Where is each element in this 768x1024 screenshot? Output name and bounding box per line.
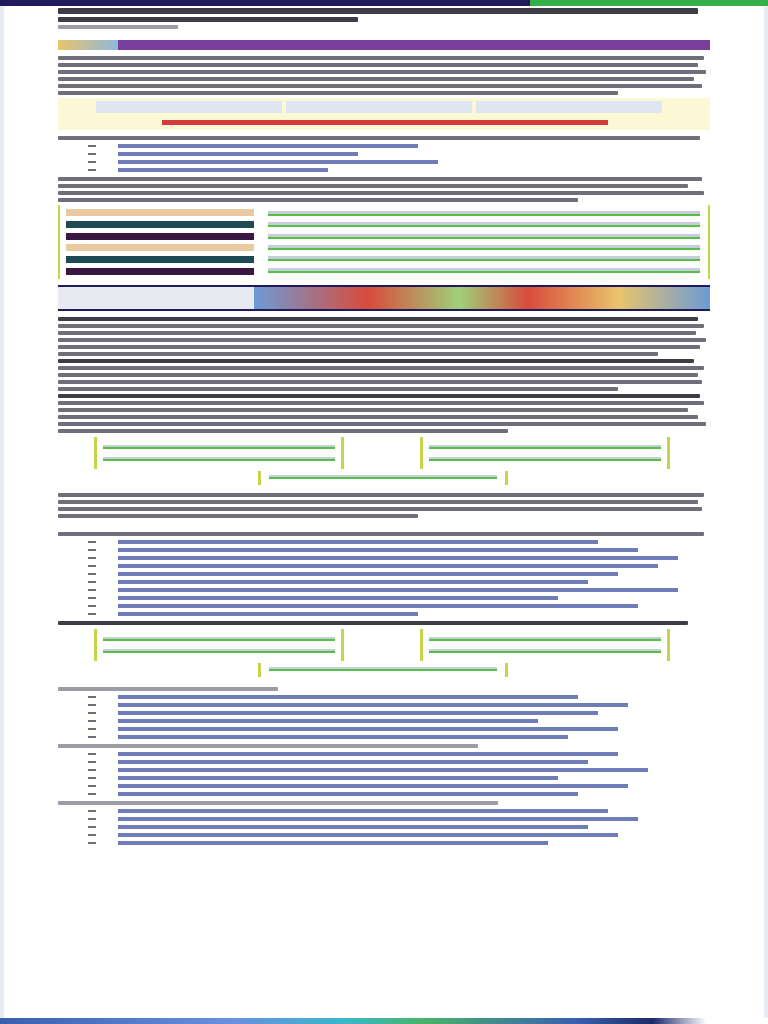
list-item[interactable]: [88, 783, 710, 788]
list-item[interactable]: [88, 840, 710, 845]
list-bullet-icon: [88, 842, 96, 844]
related-link[interactable]: [258, 471, 508, 485]
list-item-link[interactable]: [118, 152, 358, 156]
list-item-link[interactable]: [118, 604, 638, 608]
bullet-list: [88, 751, 710, 796]
image-filmstrip: [58, 285, 710, 311]
thumbnail[interactable]: [66, 244, 254, 251]
related-link[interactable]: [420, 629, 670, 661]
left-frame-edge: [0, 6, 4, 1018]
list-item-link[interactable]: [118, 817, 638, 821]
illustration-image: [254, 287, 710, 309]
list-item-link[interactable]: [118, 580, 588, 584]
section-paragraph: [58, 621, 710, 625]
list-item[interactable]: [88, 702, 710, 707]
list-bullet-icon: [88, 720, 96, 722]
list-item[interactable]: [88, 603, 710, 608]
bullet-list: [88, 539, 710, 616]
top-bar-badge[interactable]: [530, 0, 768, 6]
list-bullet-icon: [88, 169, 96, 171]
list-bullet-icon: [88, 712, 96, 714]
thumbnail[interactable]: [66, 233, 254, 240]
list-item[interactable]: [88, 808, 710, 813]
top-bar: [0, 0, 768, 6]
bullet-list: [88, 808, 710, 845]
list-item[interactable]: [88, 143, 710, 148]
list-item[interactable]: [88, 151, 710, 156]
list-item[interactable]: [88, 563, 710, 568]
related-link[interactable]: [420, 437, 670, 469]
list-item[interactable]: [88, 587, 710, 592]
list-item-link[interactable]: [118, 776, 558, 780]
list-item[interactable]: [88, 579, 710, 584]
list-item-link[interactable]: [118, 784, 628, 788]
list-item-link[interactable]: [118, 160, 438, 164]
list-bullet-icon: [88, 810, 96, 812]
section-heading: [58, 801, 710, 805]
list-bullet-icon: [88, 818, 96, 820]
list-item-link[interactable]: [118, 760, 588, 764]
page-title: [58, 8, 710, 34]
list-item[interactable]: [88, 718, 710, 723]
list-item-link[interactable]: [118, 556, 678, 560]
list-item-link[interactable]: [118, 833, 618, 837]
gallery-link[interactable]: [268, 211, 700, 216]
list-bullet-icon: [88, 557, 96, 559]
screenshot-strip: [96, 101, 662, 113]
list-bullet-icon: [88, 581, 96, 583]
list-item-link[interactable]: [118, 548, 638, 552]
list-bullet-icon: [88, 565, 96, 567]
thumbnail[interactable]: [66, 209, 254, 216]
list-item[interactable]: [88, 791, 710, 796]
list-item-link[interactable]: [118, 752, 618, 756]
section-heading: [58, 744, 710, 748]
gallery-link[interactable]: [268, 245, 700, 250]
list-bullet-icon: [88, 769, 96, 771]
section-heading: [58, 532, 710, 536]
list-item-link[interactable]: [118, 596, 558, 600]
banner-image: [58, 40, 710, 50]
list-item[interactable]: [88, 767, 710, 772]
list-item[interactable]: [88, 734, 710, 739]
gallery-link[interactable]: [268, 234, 700, 239]
list-item[interactable]: [88, 547, 710, 552]
related-link[interactable]: [94, 437, 344, 469]
list-item[interactable]: [88, 710, 710, 715]
list-bullet-icon: [88, 161, 96, 163]
list-bullet-icon: [88, 704, 96, 706]
list-item-link[interactable]: [118, 695, 578, 699]
list-item[interactable]: [88, 759, 710, 764]
gallery-thumbnails: [60, 205, 260, 279]
list-item[interactable]: [88, 775, 710, 780]
list-item[interactable]: [88, 611, 710, 616]
related-links-box: [94, 437, 674, 487]
list-item-link[interactable]: [118, 735, 568, 739]
related-links-box: [94, 629, 674, 679]
bottom-bar: [0, 1018, 768, 1024]
section-heading: [58, 687, 710, 691]
intro-paragraph: [58, 56, 710, 95]
thumbnail[interactable]: [66, 268, 254, 275]
list-bullet-icon: [88, 826, 96, 828]
list-bullet-icon: [88, 696, 96, 698]
article-page: [58, 8, 710, 1018]
list-item-link[interactable]: [118, 588, 678, 592]
list-item-link[interactable]: [118, 711, 598, 715]
right-frame-edge: [764, 6, 768, 1018]
list-bullet-icon: [88, 541, 96, 543]
list-bullet-icon: [88, 589, 96, 591]
list-bullet-icon: [88, 597, 96, 599]
list-item-link[interactable]: [118, 540, 598, 544]
section-paragraph: [58, 493, 710, 518]
video-gallery: [58, 205, 710, 279]
highlight-band: [58, 98, 710, 130]
list-bullet-icon: [88, 728, 96, 730]
list-bullet-icon: [88, 834, 96, 836]
list-item-link[interactable]: [118, 572, 618, 576]
list-bullet-icon: [88, 145, 96, 147]
related-link[interactable]: [94, 629, 344, 661]
list-item-link[interactable]: [118, 703, 628, 707]
list-item[interactable]: [88, 694, 710, 699]
list-item[interactable]: [88, 824, 710, 829]
list-bullet-icon: [88, 605, 96, 607]
list-item-link[interactable]: [118, 792, 578, 796]
list-item-link[interactable]: [118, 564, 658, 568]
list-item[interactable]: [88, 539, 710, 544]
list-item[interactable]: [88, 159, 710, 164]
list-bullet-icon: [88, 793, 96, 795]
list-item[interactable]: [88, 571, 710, 576]
list-item[interactable]: [88, 595, 710, 600]
list-bullet-icon: [88, 153, 96, 155]
list-bullet-icon: [88, 549, 96, 551]
thumbnail[interactable]: [66, 256, 254, 263]
gallery-links: [260, 205, 708, 279]
list-item[interactable]: [88, 167, 710, 172]
list-bullet-icon: [88, 613, 96, 615]
list-item-link[interactable]: [118, 612, 418, 616]
list-item-link[interactable]: [118, 809, 608, 813]
section-paragraph: [58, 177, 710, 202]
list-item-link[interactable]: [118, 144, 418, 148]
alert-bar[interactable]: [162, 120, 608, 125]
list-item[interactable]: [88, 816, 710, 821]
gallery-link[interactable]: [268, 256, 700, 261]
list-item[interactable]: [88, 751, 710, 756]
thumbnail[interactable]: [66, 221, 254, 228]
section-paragraph: [58, 136, 710, 140]
list-item[interactable]: [88, 832, 710, 837]
list-item-link[interactable]: [118, 727, 618, 731]
bullet-list: [88, 694, 710, 739]
screenshot-image: [58, 287, 254, 309]
gallery-link[interactable]: [268, 222, 700, 227]
list-bullet-icon: [88, 753, 96, 755]
list-bullet-icon: [88, 736, 96, 738]
bullet-list: [88, 143, 710, 172]
related-link[interactable]: [258, 663, 508, 677]
list-item-link[interactable]: [118, 841, 548, 845]
banner-art: [58, 40, 118, 50]
list-item-link[interactable]: [118, 768, 648, 772]
list-item[interactable]: [88, 555, 710, 560]
article-body: [58, 317, 710, 433]
banner-title-strip: [118, 40, 710, 50]
list-bullet-icon: [88, 785, 96, 787]
list-item[interactable]: [88, 726, 710, 731]
list-item-link[interactable]: [118, 168, 328, 172]
list-item-link[interactable]: [118, 825, 588, 829]
list-bullet-icon: [88, 777, 96, 779]
list-item-link[interactable]: [118, 719, 538, 723]
gallery-link[interactable]: [268, 268, 700, 273]
list-bullet-icon: [88, 573, 96, 575]
list-bullet-icon: [88, 761, 96, 763]
